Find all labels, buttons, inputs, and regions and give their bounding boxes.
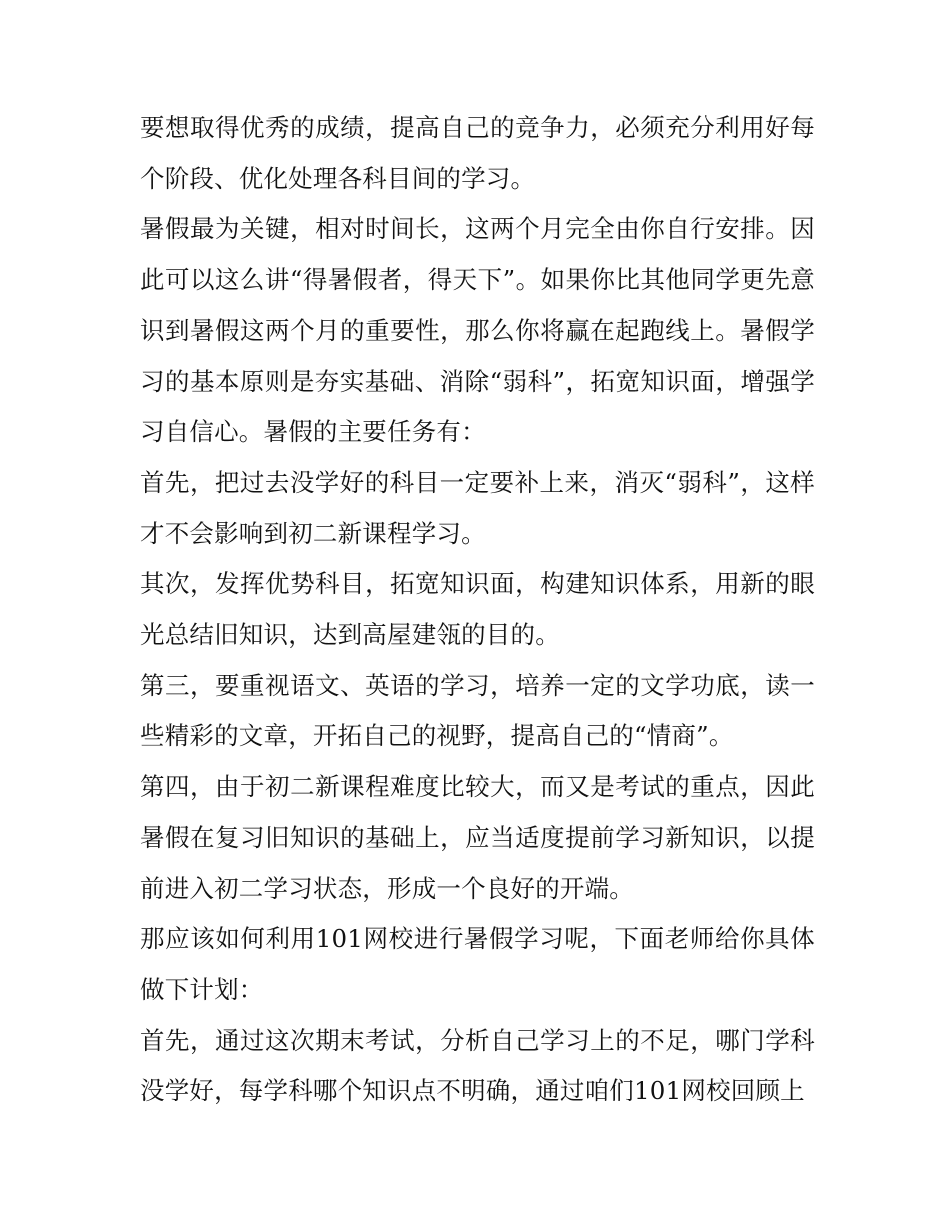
paragraph-7: 那应该如何利用101网校进行暑假学习呢，下面老师给你具体做下计划： [140, 924, 815, 1004]
paragraph-1: 要想取得优秀的成绩，提高自己的竞争力，必须充分利用好每个阶段、优化处理各科目间的学习。 [140, 113, 815, 193]
paragraph-8: 首先，通过这次期末考试，分析自己学习上的不足，哪门学科没学好，每学科哪个知识点不明确，通过咱们101网校回顾上 [140, 1025, 815, 1106]
paragraph-6: 第四，由于初二新课程难度比较大，而又是考试的重点，因此暑假在复习旧知识的基础上，应当适度提前学习新知识，以提前进入初二学习状态，形成一个良好的开端。 [140, 772, 815, 903]
document-body [140, 103, 815, 1117]
paragraph-2: 暑假最为关键，相对时间长，这两个月完全由你自行安排。因此可以这么讲“得暑假者，得天下”。如果你比其他同学更先意识到暑假这两个月的重要性，那么你将赢在起跑线上。暑假学习的基本原则是夯实基础、消除“弱科”，拓宽知识面，增强学习自信心。暑假的主要任务有： [140, 214, 815, 447]
paragraph-4: 其次，发挥优势科目，拓宽知识面，构建知识体系，用新的眼光总结旧知识，达到高屋建瓴的目的。 [140, 569, 815, 650]
paragraph-5: 第三，要重视语文、英语的学习，培养一定的文学功底，读一些精彩的文章，开拓自己的视野，提高自己的“情商”。 [140, 670, 815, 751]
paragraph-3: 首先，把过去没学好的科目一定要补上来，消灭“弱科”，这样才不会影响到初二新课程学习。 [140, 467, 815, 548]
